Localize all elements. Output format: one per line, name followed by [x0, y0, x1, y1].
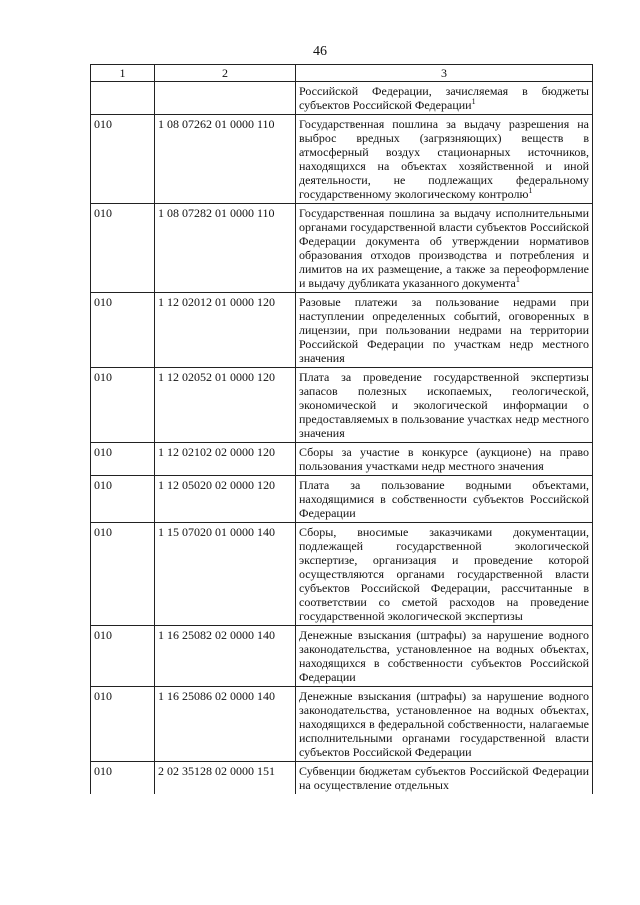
- budget-code-cell: 2 02 35128 02 0000 151: [155, 762, 296, 795]
- revenue-codes-table: [90, 64, 593, 794]
- description-text: Сборы, вносимые заказчиками документации, подлежащей государственной экологической экспертизе, организация и проведение которой осуществляются органами государственной власти субъектов Российской Федерации, рассчитанные в соответствии со сметой расходов на проведение государственной экологической экспертизы: [299, 525, 589, 623]
- admin-code-cell: 010: [91, 115, 155, 204]
- admin-code-cell: 010: [91, 523, 155, 626]
- admin-code-cell: 010: [91, 443, 155, 476]
- table-row: [91, 293, 593, 368]
- description-cell: [296, 523, 593, 626]
- description-text: Государственная пошлина за выдачу исполнительными органами государственной власти субъектов Российской Федерации документа об утверждении нормативов образования отходов производства и потребления и лимитов на их размещение, а также за переоформление и выдачу дубликата указанного документа: [299, 206, 589, 290]
- admin-code-cell: 010: [91, 368, 155, 443]
- description-text: Сборы за участие в конкурсе (аукционе) на право пользования участками недр местного значения: [299, 445, 589, 473]
- budget-code-cell: 1 16 25086 02 0000 140: [155, 687, 296, 762]
- admin-code-cell: 010: [91, 476, 155, 523]
- budget-code-cell: 1 16 25082 02 0000 140: [155, 626, 296, 687]
- budget-code-cell: 1 12 02052 01 0000 120: [155, 368, 296, 443]
- budget-code-cell: [155, 82, 296, 115]
- description-text: Плата за пользование водными объектами, находящимися в собственности субъектов Российской Федерации: [299, 478, 589, 520]
- budget-code-cell: 1 08 07262 01 0000 110: [155, 115, 296, 204]
- table-row: [91, 82, 593, 115]
- description-cell: [296, 204, 593, 293]
- admin-code-cell: 010: [91, 204, 155, 293]
- footnote-mark: 1: [528, 186, 533, 195]
- table-row: [91, 476, 593, 523]
- budget-code-cell: 1 08 07282 01 0000 110: [155, 204, 296, 293]
- budget-code-cell: 1 12 02012 01 0000 120: [155, 293, 296, 368]
- table-row: [91, 687, 593, 762]
- budget-code-cell: 1 12 05020 02 0000 120: [155, 476, 296, 523]
- admin-code-cell: 010: [91, 687, 155, 762]
- description-cell: [296, 476, 593, 523]
- table-header-row: [91, 65, 593, 82]
- table-row: [91, 443, 593, 476]
- description-cell: [296, 115, 593, 204]
- table-row: [91, 626, 593, 687]
- description-text: Российской Федерации, зачисляемая в бюджеты субъектов Российской Федерации: [299, 84, 589, 112]
- table-row: [91, 115, 593, 204]
- admin-code-cell: [91, 82, 155, 115]
- description-text: Разовые платежи за пользование недрами при наступлении определенных событий, оговоренных в лицензии, при пользовании недрами на территории Российской Федерации по участкам недр местного значения: [299, 295, 589, 365]
- description-text: Государственная пошлина за выдачу разрешения на выброс вредных (загрязняющих) веществ в атмосферный воздух стационарных источников, находящихся на объектах хозяйственной и иной деятельности, не подлежащих федеральному государственному экологическому контролю: [299, 117, 589, 201]
- column-header-3: 3: [296, 65, 593, 82]
- column-header-1: 1: [91, 65, 155, 82]
- description-cell: [296, 293, 593, 368]
- table-row: [91, 368, 593, 443]
- description-cell: [296, 82, 593, 115]
- description-cell: [296, 626, 593, 687]
- description-text: Денежные взыскания (штрафы) за нарушение водного законодательства, установленное на водных объектах, находящихся в собственности субъектов Российской Федерации: [299, 628, 589, 684]
- admin-code-cell: 010: [91, 293, 155, 368]
- admin-code-cell: 010: [91, 762, 155, 795]
- admin-code-cell: 010: [91, 626, 155, 687]
- description-cell: [296, 762, 593, 795]
- description-cell: [296, 687, 593, 762]
- description-cell: [296, 443, 593, 476]
- page-number: 46: [313, 44, 327, 59]
- table-row: [91, 523, 593, 626]
- footnote-mark: 1: [515, 275, 520, 284]
- footnote-mark: 1: [471, 97, 476, 106]
- budget-code-cell: 1 15 07020 01 0000 140: [155, 523, 296, 626]
- description-text: Плата за проведение государственной экспертизы запасов полезных ископаемых, геологической, экономической и экологической информации о предоставляемых в пользование участках недр местного значения: [299, 370, 589, 440]
- table-row: [91, 204, 593, 293]
- description-text: Денежные взыскания (штрафы) за нарушение водного законодательства, установленное на водных объектах, находящихся в федеральной собственности, налагаемые исполнительными органами государственной власти субъектов Российской Федерации: [299, 689, 589, 759]
- budget-code-cell: 1 12 02102 02 0000 120: [155, 443, 296, 476]
- description-cell: [296, 368, 593, 443]
- description-text: Субвенции бюджетам субъектов Российской Федерации на осуществление отдельных: [299, 764, 589, 792]
- table-row: [91, 762, 593, 795]
- column-header-2: 2: [155, 65, 296, 82]
